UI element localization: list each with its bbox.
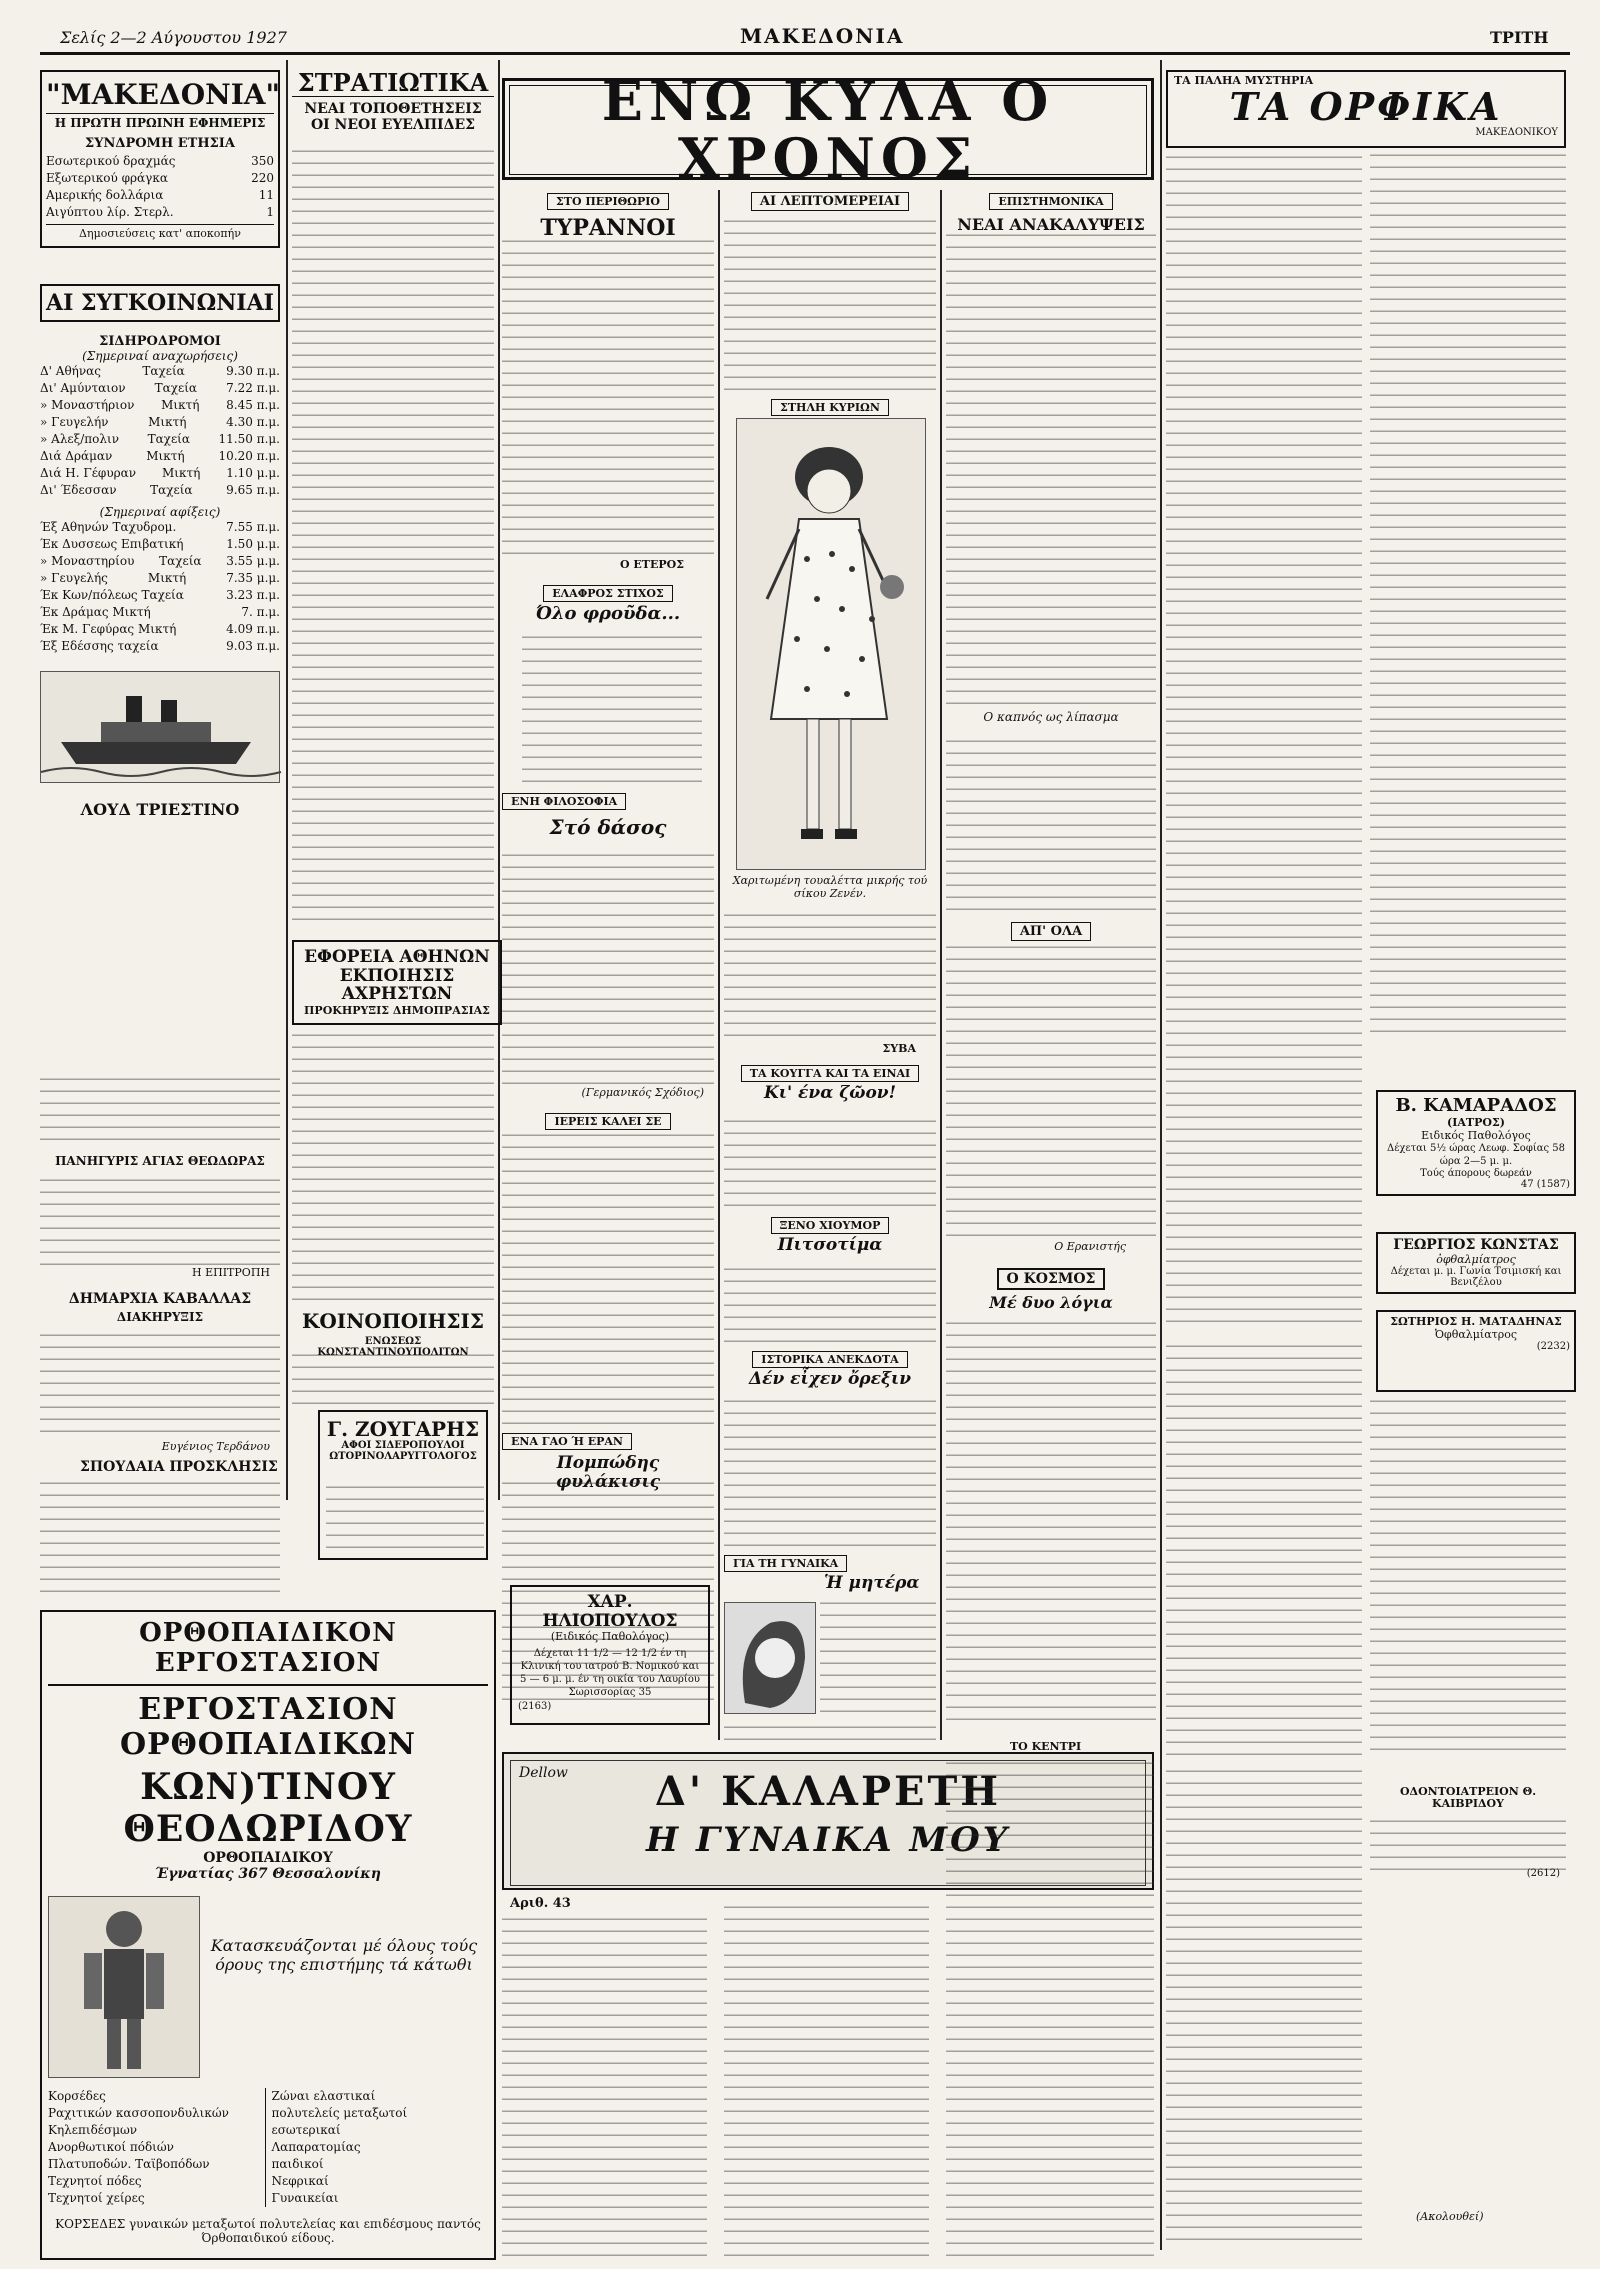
subscription-value: 350 — [251, 154, 274, 168]
train-destination: Έξ Εδέσσης ταχεία — [40, 639, 159, 653]
ortho-illustration — [48, 1896, 200, 2078]
column-2 — [292, 70, 494, 1470]
arrival-row — [40, 553, 280, 570]
ortho-item: Πλατυποδών. Ταϊβοπόδων — [48, 2157, 210, 2171]
tag-xeno: ΞΕΝΟ ΧΙΟΥΜΟΡ — [771, 1217, 890, 1234]
odontoiatreion-title: ΟΔΟΝΤΟΙΑΤΡΕΙΟΝ Θ. ΚΑΙΒΡΙΔΟΥ — [1399, 1785, 1537, 1811]
banner-title: ΕΝΩ ΚΥΛΑ Ο ΧΡΟΝΟΣ — [601, 69, 1055, 190]
subscription-row — [46, 153, 274, 170]
orfika-text-left — [1166, 152, 1362, 1322]
masthead-box — [40, 70, 280, 248]
orfika-text-lower-right — [1370, 1390, 1566, 1750]
departure-row — [40, 397, 280, 414]
transport-title: ΑΙ ΣΥΓΚΟΙΝΩΝΙΑΙ — [46, 290, 274, 316]
train-destination: Έξ Αθηνών Ταχυδρομ. — [40, 520, 177, 534]
train-time: 4.09 π.μ. — [226, 622, 280, 636]
column-divider — [1160, 60, 1162, 2250]
tag-kaitre: ΤΑ ΚΟΥΓΓΑ ΚΑΙ ΤΑ ΕΙΝΑΙ — [741, 1065, 919, 1082]
syva-sign: ΣΥΒΑ — [882, 1042, 916, 1055]
ship-icon — [41, 672, 281, 782]
tag-epistimonika: ΕΠΙΣΤΗΜΟΝΙΚΑ — [989, 193, 1112, 210]
masthead-subtitle: Η ΠΡΩΤΗ ΠΡΩΙΝΗ ΕΦΗΜΕΡΙΣ — [46, 113, 274, 130]
subscription-row — [46, 204, 274, 221]
eforia-text — [292, 1030, 494, 1300]
tag-iereis: ΙΕΡΕΙΣ ΚΑΛΕΙ ΣΕ — [545, 1113, 670, 1130]
ortho-items-left — [48, 2088, 265, 2207]
train-destination: Έκ Δράμας Μικτή — [40, 605, 151, 619]
subscription-value: 1 — [266, 205, 274, 219]
column-4 — [724, 190, 936, 1750]
column-divider — [718, 190, 720, 1740]
subscription-label: Εσωτερικού δραχμάς — [46, 154, 176, 168]
train-destination: Έκ Μ. Γεφύρας Μικτή — [40, 622, 177, 636]
kyrion-text — [724, 906, 936, 1036]
ortho-item: Τεχνητοί πόδες — [48, 2174, 142, 2188]
mitera-text — [820, 1602, 936, 1712]
kavala-subtitle: ΔΙΑΚΗΡΥΞΙΣ — [116, 1310, 204, 1324]
doctor2-name: ΓΕΩΡΓΙΟΣ ΚΩΝΣΤΑΣ — [1393, 1237, 1559, 1253]
logia-text — [946, 1320, 1156, 1720]
mitera-text-2 — [724, 1720, 936, 1740]
eranistis-sign: Ο Ερανιστής — [1054, 1240, 1126, 1253]
train-type: Μικτή — [146, 449, 185, 463]
spoudaia-title: ΣΠΟΥΔΑΙΑ ΠΡΟΣΚΛΗΣΙΣ — [80, 1459, 278, 1475]
military-subtitle-1: ΝΕΑΙ ΤΟΠΟΘΕΤΗΣΕΙΣ — [304, 101, 482, 118]
departure-row — [40, 380, 280, 397]
tag-gynaika: ΓΙΑ ΤΗ ΓΥΝΑΙΚΑ — [724, 1555, 847, 1572]
train-time: 7.55 π.μ. — [226, 520, 280, 534]
orfika-title: ΤΑ ΟΡΦΙΚΑ — [1229, 84, 1503, 129]
tipotima-text — [724, 1262, 936, 1342]
figure-icon — [49, 1897, 199, 2077]
koinopoiisis-title: ΚΟΙΝΟΠΟΙΗΣΙΣ — [301, 1309, 485, 1333]
spoudaia-text — [40, 1482, 280, 1592]
doctor3-number: (2232) — [1536, 1341, 1570, 1353]
train-time: 3.55 μ.μ. — [226, 554, 280, 568]
train-type: Ταχεία — [142, 364, 185, 378]
poem-title: Όλο φροῦδα... — [535, 603, 681, 624]
train-destination: Δ' Αθήνας — [40, 364, 101, 378]
church-title: ΠΑΝΗΓΥΡΙΣ ΑΓΙΑΣ ΘΕΩΔΩΡΑΣ — [55, 1154, 265, 1168]
train-type: Μικτή — [161, 466, 201, 480]
drexin-title: Δέν εἶχεν ὄρεξιν — [748, 1369, 912, 1389]
train-destination: Δι' Έδεσσαν — [40, 483, 117, 497]
header-date: Σελίς 2—2 Αύγουστου 1927 — [60, 28, 287, 47]
ortho-item: Ανορθωτικοί πόδιών — [48, 2140, 174, 2154]
eforia-box — [292, 940, 502, 1025]
train-destination: Διά Δράμαν — [40, 449, 113, 463]
train-time: 7.22 π.μ. — [226, 381, 280, 395]
dress-caption: Χαριτωμένη τουαλέττα μικρής τού σίκου Ζενέν. — [732, 874, 928, 900]
doctor-name: ΧΑΡ. ΗΛΙΟΠΟΥΛΟΣ — [542, 1592, 678, 1631]
dress-illustration — [736, 418, 926, 870]
tag-mystiria: ΤΑ ΠΑΛΗΑ ΜΥΣΤΗΡΙΑ — [1174, 74, 1314, 87]
train-destination: » Μοναστήριον — [40, 398, 135, 412]
departure-row — [40, 448, 280, 465]
drexin-text — [724, 1396, 936, 1546]
subscription-value: 11 — [258, 188, 274, 202]
continues-label: (Ακολουθεί) — [1416, 2210, 1484, 2223]
orfika-text-right — [1370, 152, 1566, 1032]
transport-header — [40, 284, 280, 322]
zougaris-profession: ΩΤΟΡΙΝΟΛΑΡΥΓΓΟΛΟΓΟΣ — [329, 1451, 477, 1462]
church-sign: Η ΕΠΙΤΡΟΠΗ — [192, 1266, 270, 1279]
logia-title: Μέ δυο λόγια — [989, 1293, 1113, 1312]
ortho-subtitle: ΟΡΘΟΠΑΙΔΙΚΟΥ — [203, 1850, 333, 1866]
church-text — [40, 1175, 280, 1265]
ortho-item: Γυναικείαι — [271, 2191, 339, 2205]
zougaris-text — [326, 1482, 484, 1548]
eforia-subtitle: ΠΡΟΚΗΡΥΞΙΣ ΔΗΜΟΠΡΑΣΙΑΣ — [304, 1004, 490, 1018]
tag-leptomereiai: ΑΙ ΛΕΠΤΟΜΕΡΕΙΑΙ — [751, 192, 909, 211]
subscription-title: ΣΥΝΔΡΟΜΗ ΕΤΗΣΙΑ — [85, 136, 235, 151]
rail-title: ΣΙΔΗΡΟΔΡΟΜΟΙ — [99, 334, 221, 349]
arrival-row — [40, 621, 280, 638]
odontoiatreion-number: (2612) — [1526, 1868, 1560, 1879]
doctor1-name: Β. ΚΑΜΑΡΑΔΟΣ — [1395, 1095, 1557, 1116]
train-destination: Έκ Κων/πόλεως Ταχεία — [40, 588, 184, 602]
main-banner — [502, 69, 1154, 190]
train-time: 1.10 μ.μ. — [226, 466, 280, 480]
zougaris-subtitle: ΑΦΟΙ ΣΙΔΕΡΟΠΟΥΛΟΙ — [341, 1440, 465, 1451]
masthead-title: "ΜΑΚΕΔΟΝΙΑ" — [46, 78, 281, 111]
doctor2-spec: ὀφθαλμίατρος — [1436, 1253, 1516, 1267]
departures-label: (Σημεριναί αναχωρήσεις) — [82, 349, 238, 363]
train-destination: » Γευγελήν — [40, 415, 109, 429]
train-destination: » Μοναστηρίου — [40, 554, 135, 568]
ship-title: ΛΟΥΔ ΤΡΙΕΣΤΙΝΟ — [80, 800, 240, 819]
tag-periorio: ΣΤΟ ΠΕΡΙΘΩΡΙΟ — [547, 193, 669, 210]
kavala-title: ΔΗΜΑΡΧΙΑ ΚΑΒΑΛΛΑΣ — [68, 1291, 252, 1307]
kapnos-subtitle: Ο καπνός ως λίπασμα — [983, 710, 1119, 724]
train-type: Μικτή — [161, 398, 200, 412]
military-text — [292, 140, 494, 920]
serial-subtitle: Η ΓΥΝΑΙΚΑ ΜΟΥ — [645, 1820, 1011, 1860]
doctor-ad — [510, 1585, 710, 1725]
doctor1-spec: Ειδικός Παθολόγος — [1421, 1128, 1531, 1142]
orfika-header — [1166, 70, 1566, 148]
orthopedic-ad — [40, 1610, 496, 2260]
serial-text-1 — [502, 1916, 707, 2256]
dasos-sign: (Γερμανικός Σχόδιος) — [581, 1086, 704, 1099]
kosmos-title: Ο ΚΟΣΜΟΣ — [997, 1268, 1106, 1290]
orfika-text-lower — [1166, 1345, 1362, 1755]
ship-text — [40, 1070, 280, 1140]
arrival-row — [40, 638, 280, 655]
train-time: 10.20 π.μ. — [218, 449, 280, 463]
train-destination: » Αλεξ/πολιν — [40, 432, 120, 446]
eforia-title-1: ΕΦΟΡΕΙΑ ΑΘΗΝΩΝ — [304, 947, 490, 967]
train-time: 1.50 μ.μ. — [226, 537, 280, 551]
arrivals-list — [40, 519, 280, 655]
train-time: 8.45 π.μ. — [226, 398, 280, 412]
ortho-item: Τεχνητοί χείρες — [48, 2191, 145, 2205]
arrivals-label: (Σημεριναί αφίξεις) — [99, 505, 221, 519]
doctor1-number: 47 (1587) — [1520, 1178, 1570, 1190]
train-type: Ταχεία — [150, 483, 193, 497]
train-time: 4.30 π.μ. — [226, 415, 280, 429]
arrival-row — [40, 587, 280, 604]
departure-row — [40, 465, 280, 482]
iereis-text — [502, 1134, 714, 1424]
ortho-item: εσωτερικαί — [271, 2123, 341, 2137]
train-type: Ταχεία — [147, 432, 190, 446]
doctor3-spec: Ὀφθαλμίατρος — [1435, 1328, 1517, 1342]
column-divider — [286, 60, 288, 1500]
doctor-hours: Δέχεται 11 1/2 — 12 1/2 έν τη Κλινική του ιατρού Β. Νομικού και 5 — 6 μ. μ. έν τη οικία του Λαυρίου Σωρισσορίας 35 — [520, 1648, 700, 1699]
military-title: ΣΤΡΑΤΙΩΤΙΚΑ — [292, 70, 494, 97]
apoola-text — [946, 946, 1156, 1236]
ortho-item: Ραχιτικών κασσοπονδυλικών — [48, 2106, 229, 2120]
subscription-label: Αιγύπτου λίρ. Στερλ. — [46, 205, 174, 219]
subscription-list — [46, 153, 274, 221]
ortho-item: πολυτελείς μεταξωτοί — [271, 2106, 408, 2120]
ortho-address: Έγνατίας 367 Θεσσαλονίκη — [155, 1866, 381, 1882]
column-1 — [40, 70, 280, 1510]
kavala-sign: Ευγένιος Τερδάνου — [161, 1440, 270, 1453]
kavala-text — [40, 1332, 280, 1432]
orfika-sign: ΜΑΚΕΔΟΝΙΚΟΥ — [1475, 126, 1558, 138]
ortho-item: Λαπαρατομίας — [271, 2140, 361, 2154]
doctor-spec: (Ειδικός Παθολόγος) — [550, 1630, 670, 1644]
ortho-items-right — [265, 2088, 489, 2207]
ortho-item: παιδικοί — [271, 2157, 324, 2171]
kentri-sign: ΤΟ ΚΕΝΤΡΙ — [1010, 1740, 1082, 1753]
dasos-title: Στό δάσος — [549, 815, 667, 839]
doctor3-ad — [1376, 1310, 1576, 1392]
subscription-value: 220 — [251, 171, 274, 185]
mitera-title: Ἡ μητέρα — [824, 1573, 920, 1593]
tag-elafros: ΕΛΑΦΡΟΣ ΣΤΙΧΟΣ — [543, 585, 673, 602]
train-type: Μικτή — [147, 571, 187, 585]
eforia-title-2: ΕΚΠΟΙΗΣΙΣ ΑΧΡΗΣΤΩΝ — [339, 965, 455, 1005]
train-type: Μικτή — [148, 415, 187, 429]
tag-istorika: ΙΣΤΟΡΙΚΑ ΑΝΕΚΔΟΤΑ — [752, 1351, 907, 1368]
serial-part: Αριθ. 43 — [510, 1896, 571, 1911]
doctor1-hours: Δέχεται 5½ ώρας Λεωφ. Σοφίας 58 ώρα 2—5 μ. μ. — [1386, 1142, 1565, 1167]
arrival-row — [40, 536, 280, 553]
train-destination: Έκ Δυσσεως Επιβατική — [40, 537, 184, 551]
military-subtitle-2: ΟΙ ΝΕΟΙ ΕΥΕΛΠΙΔΕΣ — [310, 117, 476, 134]
train-destination: » Γευγελής — [40, 571, 108, 585]
doctor3-name: ΣΩΤΗΡΙΟΣ Η. ΜΑΤΑΔΗΝΑΣ — [1390, 1315, 1562, 1328]
departure-row — [40, 431, 280, 448]
train-time: 9.65 π.μ. — [226, 483, 280, 497]
column-6 — [1166, 70, 1570, 2260]
train-destination: Δι' Αμύνταιον — [40, 381, 126, 395]
serial-text-2 — [724, 1900, 929, 2256]
doctor-number: (2163) — [518, 1701, 552, 1713]
zougaris-name: Γ. ΖΟΥΓΑΡΗΣ — [326, 1417, 480, 1441]
train-time: 7. π.μ. — [241, 605, 280, 619]
dasos-text — [502, 844, 714, 1084]
arrival-row — [40, 604, 280, 621]
zoon-title: Κι' ένα ζῶον! — [763, 1083, 897, 1103]
koinopoiisis-text — [292, 1354, 494, 1404]
subscription-row — [46, 187, 274, 204]
departure-row — [40, 482, 280, 499]
train-time: 9.03 π.μ. — [226, 639, 280, 653]
train-time: 7.35 μ.μ. — [226, 571, 280, 585]
ortho-item: Κηλεπιδέσμων — [48, 2123, 138, 2137]
departure-row — [40, 414, 280, 431]
serial-continuation-text — [1166, 1770, 1362, 2240]
woman-profile-icon — [725, 1603, 815, 1713]
column-5 — [946, 190, 1156, 1750]
subscription-note: Δημοσιεύσεις κατ' αποκοπήν — [46, 224, 274, 240]
nea-text — [946, 234, 1156, 704]
ship-illustration — [40, 671, 280, 783]
poem-text — [522, 632, 702, 782]
doctor1-ad — [1376, 1090, 1576, 1196]
column-divider — [498, 60, 500, 1500]
train-type: Ταχεία — [154, 381, 198, 395]
koinopoiisis-subtitle: ΕΝΩΣΕΩΣ ΚΩΝΣΤΑΝΤΙΝΟΥΠΟΛΙΤΩΝ — [317, 1336, 469, 1358]
train-time: 9.30 π.μ. — [226, 364, 280, 378]
zoon-text — [724, 1110, 936, 1206]
zougaris-ad — [318, 1410, 488, 1560]
column-divider — [940, 190, 942, 1740]
serial-title: Δ' ΚΑΛΑΡΕΤΗ — [654, 1768, 1002, 1815]
serial-text-3 — [946, 1760, 1154, 2256]
ortho-name: ΚΩΝ)ΤΙΝΟΥ ΘΕΟΔΩΡΙΔΟΥ — [123, 1766, 413, 1850]
train-type: Ταχεία — [159, 554, 202, 568]
tipotima-title: Πιτσοτίμα — [777, 1235, 883, 1255]
tag-energan: ΕΝΑ ΓΑΟ Ή ΕΡΑΝ — [502, 1433, 632, 1450]
ortho-title-2: ΕΡΓΟΣΤΑΣΙΟΝ ΟΡΘΟΠΑΙΔΙΚΩΝ — [119, 1692, 417, 1762]
apoola-title: ΑΠ' ΟΛΑ — [1011, 922, 1091, 941]
departures-list — [40, 363, 280, 499]
train-time: 11.50 π.μ. — [218, 432, 280, 446]
nea-title: ΝΕΑΙ ΑΝΑΚΑΛΥΨΕΙΣ — [957, 215, 1145, 234]
arrival-row — [40, 519, 280, 536]
mitera-illustration — [724, 1602, 816, 1714]
ortho-title-1: ΟΡΘΟΠΑΙΔΙΚΟΝ ΕΡΓΟΣΤΑΣΙΟΝ — [139, 1618, 397, 1678]
subscription-label: Αμερικής δολλάρια — [46, 188, 164, 202]
serial-banner: Dellow Δ' ΚΑΛΑΡΕΤΗ Η ΓΥΝΑΙΚΑ ΜΟΥ — [502, 1752, 1154, 1890]
column-3 — [502, 190, 714, 1750]
leptomereiai-text — [724, 220, 936, 390]
ortho-tagline: Κατασκευάζονται μέ όλους τούς όρους της επιστήμης τά κάτωθι — [210, 1936, 478, 1974]
doctor2-hours: Δέχεται μ. μ. Γωνία Τσιμισκή και Βενιζέλου — [1390, 1266, 1562, 1289]
girl-figure-icon — [737, 419, 925, 869]
arrival-row — [40, 570, 280, 587]
ortho-footer: ΚΟΡΣΕΔΕΣ γυναικών μεταξωτοί πολυτελείας και επιδέσμους παντός Όρθοπαιδικού είδους. — [55, 2217, 481, 2245]
subscription-label: Εξωτερικού φράγκα — [46, 171, 168, 185]
doctor1-title: (ΙΑΤΡΟΣ) — [1447, 1115, 1505, 1129]
train-destination: Διά Η. Γέφυραν — [40, 466, 137, 480]
ortho-item: Ζώναι ελαστικαί — [271, 2089, 376, 2103]
header-day: ΤΡΙΤΗ — [1490, 28, 1549, 47]
departure-row — [40, 363, 280, 380]
header-rule — [40, 52, 1570, 55]
train-time: 3.23 π.μ. — [226, 588, 280, 602]
fylakisis-title: Πομπώδης φυλάκισις — [555, 1453, 661, 1492]
doctor1-note: Τούς άπορους δωρεάν — [1420, 1167, 1532, 1179]
header-title: ΜΑΚΕΔΟΝΙΑ — [740, 24, 905, 48]
tyrannoi-text — [502, 236, 714, 554]
odontoiatreion-text — [1370, 1810, 1566, 1870]
tyrannoi-sign: Ο ΕΤΕΡΟΣ — [620, 558, 684, 571]
doctor2-ad — [1376, 1232, 1576, 1294]
ortho-item: Κορσέδες — [48, 2089, 106, 2103]
subscription-row — [46, 170, 274, 187]
kapnos-text — [946, 730, 1156, 910]
ortho-item: Νεφρικαί — [271, 2174, 329, 2188]
tag-dialogos: ΕΝΗ ΦΙΛΟΣΟΦΙΑ — [502, 793, 626, 810]
tag-kyrion: ΣΤΗΛΗ ΚΥΡΙΩΝ — [771, 399, 889, 416]
tyrannoi-title: ΤΥΡΑΝΝΟΙ — [540, 215, 676, 241]
